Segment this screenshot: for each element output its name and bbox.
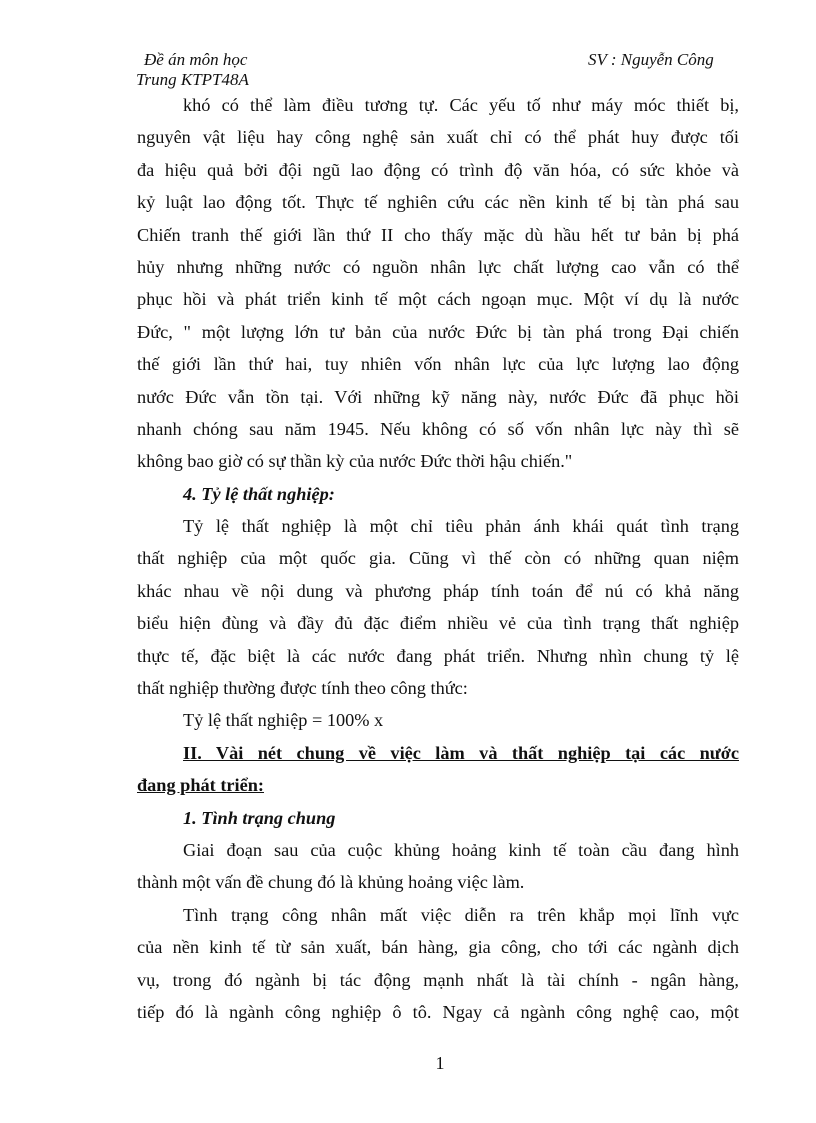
subheading-unemployment-rate: 4. Tỷ lệ thất nghiệp: [183,483,335,504]
subheading-general-situation: 1. Tình trạng chung [183,807,336,828]
text-line: thành một vấn đề chung đó là khủng hoảng việc làm. [137,872,525,893]
text-line: Tình trạng công nhân mất việc diễn ra trên khắp mọi lĩnh vực [183,904,739,925]
text-line: Đức, " một lượng lớn tư bản của nước Đức bị tàn phá trong Đại chiến [137,321,739,342]
text-line: tiếp đó là ngành công nghiệp ô tô. Ngay cả ngành công nghệ cao, một [137,1001,739,1022]
page-number-text: 1 [435,1053,445,1073]
text-line: Giai đoạn sau của cuộc khủng hoảng kinh tế toàn cầu đang hình [183,839,739,860]
text-line: thế giới lần thứ hai, tuy nhiên vốn nhân lực của lực lượng lao động [137,354,739,375]
text-line: đa hiệu quả bởi đội ngũ lao động có trình độ văn hóa, có sức khỏe và [137,159,739,180]
text-line: nhanh chóng sau năm 1945. Nếu không có số vốn nhân lực này thì sẽ [137,418,739,439]
text-line: nguyên vật liệu hay công nghệ sản xuất chỉ có thể phát huy được tối [137,127,739,148]
text-line: Chiến tranh thế giới lần thứ II cho thấy mặc dù hầu hết tư bản bị phá [137,224,739,245]
text-line: hủy nhưng những nước có nguồn nhân lực chất lượng cao vẫn có thể [137,256,739,277]
text-line: vụ, trong đó ngành bị tác động mạnh nhất là tài chính - ngân hàng, [137,969,739,990]
section-heading-cont: đang phát triển: [137,775,264,796]
text-line: kỷ luật lao động tốt. Thực tế nghiên cứu các nền kinh tế bị tàn phá sau [137,192,739,213]
page-number [0,1052,816,1074]
section-heading: II. Vài nét chung về việc làm và thất nghiệp tại các nước [183,742,739,763]
document-body [137,89,739,1028]
text-line: thực tế, đặc biệt là các nước đang phát triển. Nhưng nhìn chung tỷ lệ [137,645,739,666]
header-class-code: Trung KTPT48A [136,70,249,89]
formula-line: Tỷ lệ thất nghiệp = 100% x [183,710,384,731]
header-course-title: Đề án môn học [144,50,248,69]
text-line: phục hồi và phát triển kinh tế một cách ngoạn mục. Một ví dụ là nước [137,289,739,310]
text-line: thất nghiệp của một quốc gia. Cũng vì thế còn có những quan niệm [137,548,739,569]
text-line: khác nhau về nội dung và phương pháp tính toán để nú có khả năng [137,580,739,601]
text-line: biểu hiện đùng và đầy đủ đặc điểm nhiều vẻ của tình trạng thất nghiệp [137,613,739,634]
text-line: thất nghiệp thường được tính theo công thức: [137,678,468,699]
text-line: nước Đức vẫn tồn tại. Với những kỹ năng này, nước Đức đã phục hồi [137,386,739,407]
text-line: khó có thể làm điều tương tự. Các yếu tố như máy móc thiết bị, [183,95,739,115]
text-line: Tỷ lệ thất nghiệp là một chỉ tiêu phản ánh khái quát tình trạng [183,516,739,537]
text-line: của nền kinh tế từ sản xuất, bán hàng, gia công, cho tới các ngành dịch [137,937,739,958]
text-line: không bao giờ có sự thần kỳ của nước Đức thời hậu chiến." [137,451,573,472]
header-student-name: SV : Nguyễn Công [588,50,714,69]
